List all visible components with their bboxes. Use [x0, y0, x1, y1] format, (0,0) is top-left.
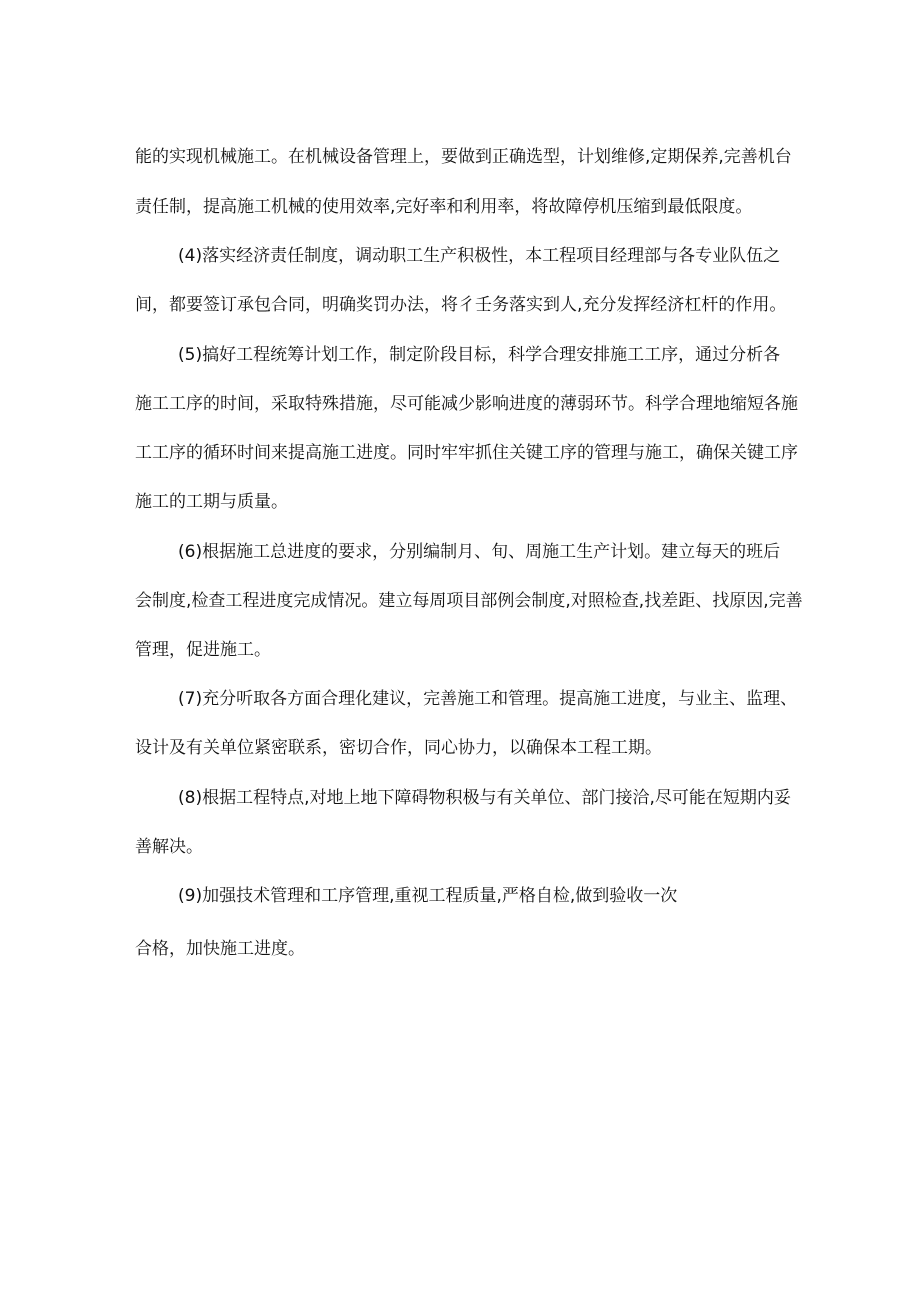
text-line: (7)充分听取各方面合理化建议，完善施工和管理。提高施工进度，与业主、监理、	[178, 689, 798, 709]
text-line: 善解决。	[135, 837, 203, 857]
text-line: 责任制，提高施工机械的使用效率,完好率和利用率，将故障停机压缩到最低限度。	[135, 197, 753, 217]
text-line: 施工工序的时间，采取特殊措施，尽可能减少影响进度的薄弱环节。科学合理地缩短各施	[135, 394, 798, 414]
text-line: (9)加强技术管理和工序管理,重视工程质量,严格自检,做到验收一次	[178, 886, 678, 906]
text-line: 间，都要签订承包合同，明确奖罚办法，将彳壬务落实到人,充分发挥经济杠杆的作用。	[135, 295, 787, 315]
text-line: (5)搞好工程统筹计划工作，制定阶段目标，科学合理安排施工工序，通过分析各	[178, 345, 781, 365]
text-line: 工工序的循环时间来提高施工进度。同时牢牢抓住关键工序的管理与施工，确保关键工序	[135, 443, 798, 463]
text-line: 施工的工期与质量。	[135, 492, 288, 512]
text-line: 能的实现机械施工。在机械设备管理上，要做到正确选型，计划维修,定期保养,完善机台	[135, 147, 792, 167]
text-line: (8)根据工程特点,对地上地下障碍物积极与有关单位、部门接洽,尽可能在短期内妥	[178, 788, 791, 808]
text-line: 会制度,检查工程进度完成情况。建立每周项目部例会制度,对照检查,找差距、找原因,完善	[135, 591, 803, 611]
text-line: (6)根据施工总进度的要求，分别编制月、旬、周施工生产计划。建立每天的班后	[178, 542, 781, 562]
text-line: 设计及有关单位紧密联系，密切合作，同心协力，以确保本工程工期。	[135, 738, 662, 758]
text-line: (4)落实经济责任制度，调动职工生产积极性，本工程项目经理部与各专业队伍之	[178, 246, 781, 266]
text-line: 合格，加快施工进度。	[135, 939, 305, 959]
text-line: 管理，促进施工。	[135, 640, 271, 660]
